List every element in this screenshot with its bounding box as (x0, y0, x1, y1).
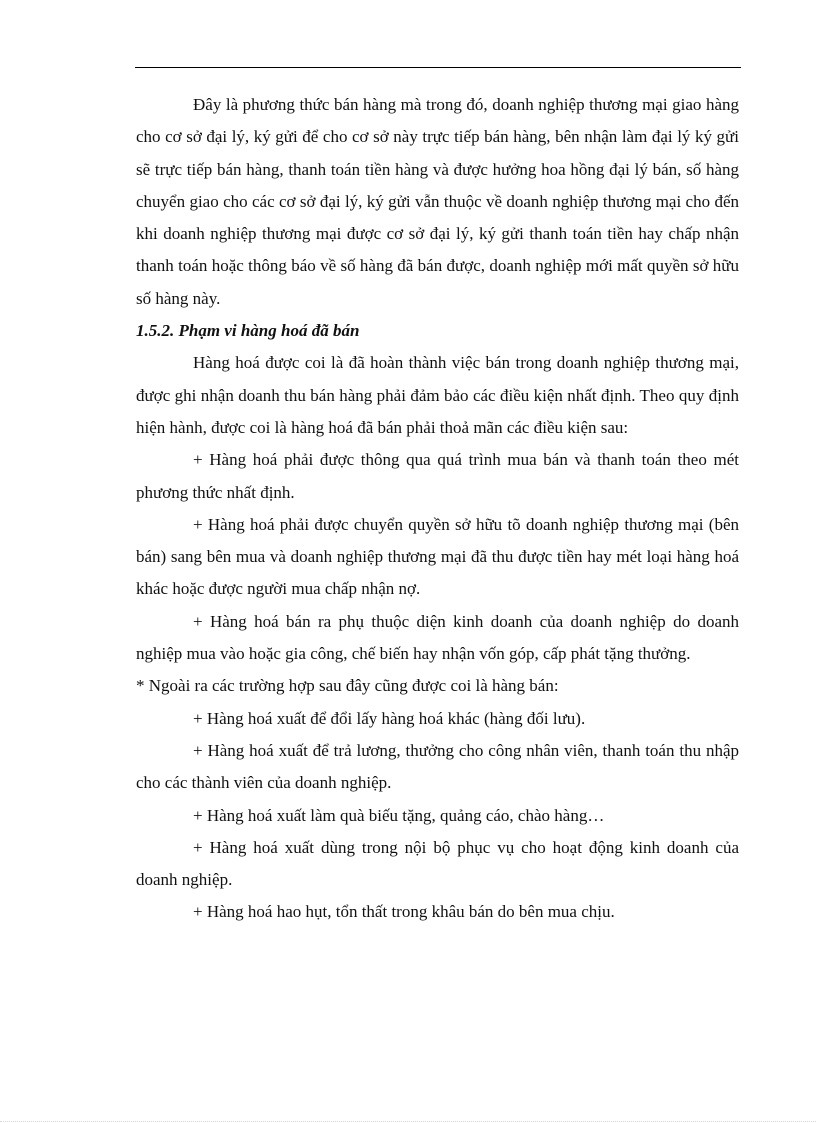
paragraph-consignment-definition: Đây là phương thức bán hàng mà trong đó, doanh nghiệp thương mại giao hàng cho cơ sở đại lý, ký gửi để cho cơ sở này trực tiếp bán hàng, bên nhận làm đại lý ký gửi sẽ trực tiếp bán hàng, thanh toán tiền hàng và được hưởng hoa hồng đại lý bán, số hàng chuyển giao cho các cơ sở đại lý, ký gửi vẫn thuộc về doanh nghiệp thương mại cho đến khi doanh nghiệp thương mại được cơ sở đại lý, ký gửi thanh toán tiền hay chấp nhận thanh toán hoặc thông báo về số hàng đã bán được, doanh nghiệp mới mất quyền sở hữu số hàng này. (136, 95, 739, 308)
other-case-item-2: + Hàng hoá xuất để trả lương, thưởng cho công nhân viên, thanh toán thu nhập cho các thành viên của doanh nghiệp. (136, 740, 739, 793)
other-case-item-5: + Hàng hoá hao hụt, tổn thất trong khâu bán do bên mua chịu. (193, 902, 615, 922)
paragraph-sold-goods-scope: Hàng hoá được coi là đã hoàn thành việc bán trong doanh nghiệp thương mại, được ghi nhận doanh thu bán hàng phải đảm bảo các điều kiện nhất định. Theo quy định hiện hành, được coi là hàng hoá đã bán phải thoả mãn các điều kiện sau: (136, 353, 739, 437)
condition-item-1: + Hàng hoá phải được thông qua quá trình mua bán và thanh toán theo mét phương thức nhất định. (136, 450, 739, 502)
condition-item-2: + Hàng hoá phải được chuyển quyền sở hữu tõ doanh nghiệp thương mại (bên bán) sang bên mua và doanh nghiệp thương mại đã thu được tiền hay mét loại hàng hoá khác hoặc được người mua chấp nhận nợ. (136, 514, 739, 599)
other-case-item-4: + Hàng hoá xuất dùng trong nội bộ phục vụ cho hoạt động kinh doanh của doanh nghiệp. (136, 837, 739, 890)
other-case-item-3: + Hàng hoá xuất làm quà biếu tặng, quảng cáo, chào hàng… (193, 805, 605, 825)
page-bottom-border (0, 1121, 816, 1122)
document-body (136, 89, 739, 929)
header-rule (135, 67, 741, 68)
section-heading-1-5-2: 1.5.2. Phạm vi hàng hoá đã bán (136, 321, 360, 341)
condition-item-3: + Hàng hoá bán ra phụ thuộc diện kinh doanh của doanh nghiệp do doanh nghiệp mua vào hoặc gia công, chế biến hay nhận vốn góp, cấp phát tặng thưởng. (136, 611, 739, 664)
other-case-item-1: + Hàng hoá xuất để đổi lấy hàng hoá khác (hàng đối lưu). (193, 708, 586, 728)
other-cases-intro: * Ngoài ra các trường hợp sau đây cũng được coi là hàng bán: (136, 676, 559, 696)
